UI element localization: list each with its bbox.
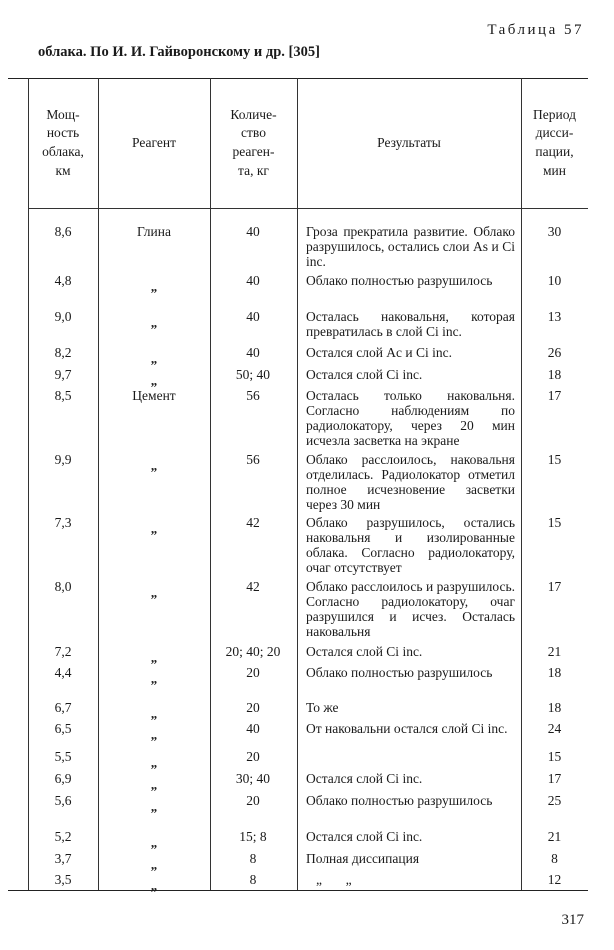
column-header-quantity: Количе- ство реаген- та, кг (230, 106, 277, 178)
result-cell: Остался слой Ac и Ci inc. (306, 345, 453, 360)
result-cell: Осталась только наковальня. Согласно наблюдениям по радиолокатору, через 20 мин исчезла засветка на экране (306, 388, 515, 448)
reagent-cell: „ (150, 650, 158, 665)
thickness-cell: 9,7 (54, 367, 72, 382)
quantity-cell: 30; 40 (235, 771, 271, 786)
reagent-cell: „ (150, 835, 158, 850)
thickness-cell: 8,0 (54, 579, 72, 594)
result-cell: Остался слой Ci inc. (306, 771, 423, 786)
quantity-cell: 20 (246, 700, 260, 715)
period-cell: 17 (547, 771, 562, 786)
period-cell: 8 (551, 851, 558, 866)
reagent-cell: „ (150, 351, 158, 366)
quantity-cell: 40 (246, 721, 260, 736)
reagent-cell: „ (150, 458, 158, 473)
result-cell: Облако полностью разрушилось (306, 665, 493, 680)
thickness-cell: 4,8 (54, 273, 72, 288)
quantity-cell: 56 (246, 388, 260, 403)
thickness-cell: 5,6 (54, 793, 72, 808)
thickness-cell: 4,4 (54, 665, 72, 680)
result-cell: Остался слой Ci inc. (306, 367, 423, 382)
period-cell: 21 (547, 644, 562, 659)
reagent-cell: Цемент (132, 388, 176, 403)
period-cell: 26 (547, 345, 562, 360)
quantity-cell: 40 (246, 345, 260, 360)
quantity-cell: 40 (246, 273, 260, 288)
reagent-cell: „ (150, 777, 158, 792)
reagent-cell: „ (150, 585, 158, 600)
reagent-cell: „ (150, 755, 158, 770)
quantity-cell: 40 (246, 224, 260, 239)
header-divider (28, 208, 588, 209)
result-cell: Гроза прекратила развитие. Облако разрушилось, остались слои As и Ci inc. (306, 224, 515, 269)
table-number: Таблица 57 (487, 22, 584, 38)
reagent-cell: „ (150, 857, 158, 872)
quantity-cell: 42 (246, 515, 260, 530)
thickness-cell: 9,9 (54, 452, 72, 467)
result-cell: Облако полностью разрушилось (306, 273, 493, 288)
period-cell: 10 (547, 273, 562, 288)
column-header-thickness: Мощ- ность облака, км (42, 106, 84, 178)
thickness-cell: 8,5 (54, 388, 72, 403)
result-cell: Облако полностью разрушилось (306, 793, 493, 808)
thickness-cell: 8,2 (54, 345, 72, 360)
thickness-cell: 5,5 (54, 749, 72, 764)
quantity-cell: 8 (249, 851, 257, 866)
column-header-reagent: Реагент (132, 134, 176, 150)
result-cell: Облако расслоилось и разрушилось. Согласно радиолокатору, очаг разрушился и исчез. Осталась наковальня (306, 579, 515, 639)
quantity-cell: 40 (246, 309, 260, 324)
period-cell: 13 (547, 309, 562, 324)
period-cell: 12 (547, 872, 562, 887)
period-cell: 30 (547, 224, 562, 239)
quantity-cell: 42 (246, 579, 260, 594)
table-caption: облака. По И. И. Гайворонскому и др. [305] (38, 44, 320, 60)
period-cell: 18 (547, 367, 562, 382)
quantity-cell: 8 (249, 872, 257, 887)
quantity-cell: 20 (246, 793, 260, 808)
result-cell: Полная диссипация (306, 851, 420, 866)
period-cell: 18 (547, 665, 562, 680)
period-cell: 15 (547, 452, 562, 467)
period-cell: 15 (547, 749, 562, 764)
column-header-results: Результаты (377, 134, 441, 150)
thickness-cell: 3,5 (54, 872, 72, 887)
reagent-cell: Глина (137, 224, 171, 239)
quantity-cell: 15; 8 (239, 829, 267, 844)
thickness-cell: 7,2 (54, 644, 72, 659)
quantity-cell: 20; 40; 20 (225, 644, 281, 659)
period-cell: 17 (547, 579, 562, 594)
quantity-cell: 20 (246, 749, 260, 764)
reagent-cell: „ (150, 521, 158, 536)
period-cell: 15 (547, 515, 562, 530)
result-cell: Облако разрушилось, остались наковальня и изолированные облака. Согласно радиолокатору, очаг отсутствует (306, 515, 515, 575)
result-cell: Осталась наковальня, которая превратилась в слой Ci inc. (306, 309, 515, 339)
thickness-cell: 9,0 (54, 309, 72, 324)
reagent-cell: „ (150, 279, 158, 294)
thickness-cell: 7,3 (54, 515, 72, 530)
thickness-cell: 3,7 (54, 851, 72, 866)
reagent-cell: „ (150, 315, 158, 330)
quantity-cell: 20 (246, 665, 260, 680)
reagent-cell: „ (150, 706, 158, 721)
thickness-cell: 6,7 (54, 700, 72, 715)
period-cell: 24 (547, 721, 562, 736)
result-cell: То же (306, 700, 339, 715)
thickness-cell: 6,9 (54, 771, 72, 786)
reagent-cell: „ (150, 671, 158, 686)
column-header-period: Период дисси- пации, мин (533, 106, 576, 178)
thickness-cell: 6,5 (54, 721, 72, 736)
quantity-cell: 56 (246, 452, 260, 467)
page-number: 317 (561, 912, 584, 928)
result-cell: Остался слой Ci inc. (306, 644, 423, 659)
reagent-cell: „ (150, 799, 158, 814)
result-cell: От наковальни остался слой Ci inc. (306, 721, 508, 736)
thickness-cell: 5,2 (54, 829, 72, 844)
reagent-cell: „ (150, 373, 158, 388)
quantity-cell: 50; 40 (235, 367, 271, 382)
result-cell: „ „ (316, 872, 352, 887)
period-cell: 18 (547, 700, 562, 715)
reagent-cell: „ (150, 878, 158, 893)
thickness-cell: 8,6 (54, 224, 72, 239)
result-cell: Остался слой Ci inc. (306, 829, 423, 844)
period-cell: 17 (547, 388, 562, 403)
result-cell: Облако расслоилось, наковальня отделилась. Радиолокатор отметил полное исчезновение засветки через 30 мин (306, 452, 515, 512)
reagent-cell: „ (150, 727, 158, 742)
period-cell: 25 (547, 793, 562, 808)
period-cell: 21 (547, 829, 562, 844)
bottom-rule (8, 890, 588, 891)
